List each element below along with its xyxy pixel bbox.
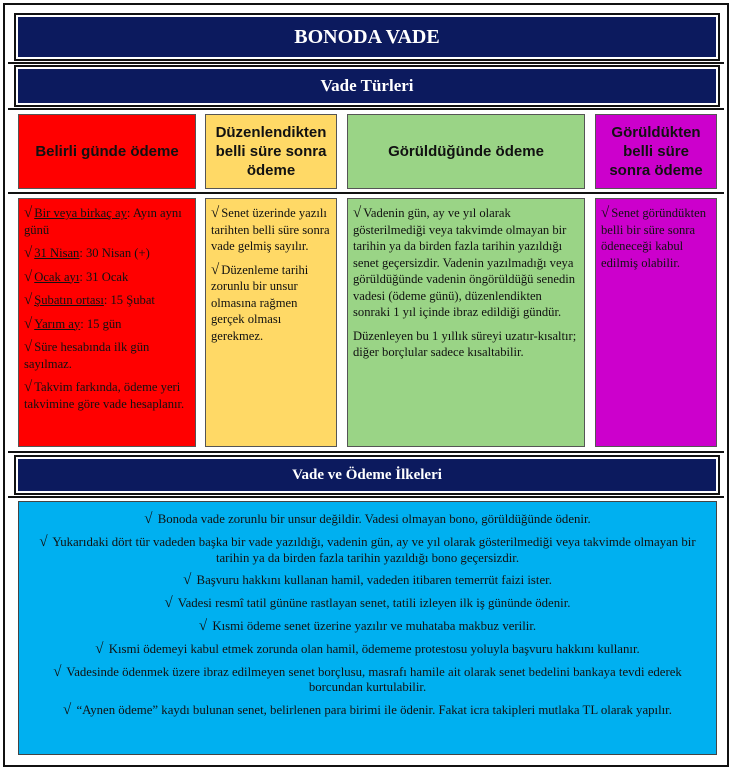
header-goruldukten: Görüldükten belli süre sonra ödeme	[595, 114, 717, 189]
list-item: √ Şubatın ortası: 15 Şubat	[24, 292, 155, 308]
list-item: √ Yukarıdaki dört tür vadeden başka bir vade yazıldığı, vadenin gün, ay ve yıl olarak gösterilmediği veya takvimde olmayan bir tarihin ya da birden fazla tarihin yazıldığı bono geçersizdir.	[39, 533, 696, 565]
box-duzenlendikten	[205, 198, 337, 447]
divider	[8, 62, 724, 64]
main-title: BONODA VADE	[16, 15, 718, 59]
check-icon: √	[24, 379, 33, 395]
check-icon: √	[24, 205, 33, 221]
list-item: √ 31 Nisan: 30 Nisan (+)	[24, 245, 150, 261]
list-item: √ Kısmi ödeme senet üzerine yazılır ve muhataba makbuz verilir.	[198, 617, 537, 634]
list-item: √ Yarım ay: 15 gün	[24, 315, 122, 332]
check-icon: √	[24, 268, 33, 285]
divider	[8, 451, 724, 453]
vade-turleri-heading: Vade Türleri	[16, 67, 718, 105]
list-item: √ “Aynen ödeme” kaydı bulunan senet, belirlenen para birimi ile ödenir. Fakat icra takipleri mutlaka TL olarak yapılır.	[63, 702, 672, 719]
check-icon: √	[164, 595, 173, 612]
box-goruldugunde	[347, 198, 585, 447]
list-item: √ Vadesinde ödenmek üzere ibraz edilmeyen senet borçlusu, masrafı hamile ait olarak senet bedelini bankaya tevdi ederek borcundan kurtulabilir.	[53, 663, 682, 695]
check-icon: √	[183, 572, 192, 589]
list-item: √ Vadenin gün, ay ve yıl olarak gösterilmediği veya takvimde olmayan bir tarihin ya da birden fazla tarihin yazıldığı senet geçersizdir. Vadenin yazılmadığı veya görüldüğünde vadenin öngörüldüğü senedin vadesi (ödeme günü), düzenlendikten sonraki 1 yıl içinde ibraz edildiği gündür.	[353, 205, 576, 319]
box-belirli-gunde	[18, 198, 196, 447]
divider	[8, 192, 724, 194]
list-item: √ Ocak ayı: 31 Ocak	[24, 268, 129, 285]
list-item: √ Vadesi resmî tatil gününe rastlayan senet, tatili izleyen ilk iş gününde ödenir.	[164, 595, 571, 612]
divider	[8, 496, 724, 498]
check-icon: √	[211, 261, 220, 278]
check-icon: √	[63, 702, 72, 719]
check-icon: √	[95, 640, 104, 657]
list-item: √ Senet göründükten belli bir süre sonra ödeneceği kabul edilmiş olabilir.	[601, 205, 707, 270]
box-goruldukten	[595, 198, 717, 447]
check-icon: √	[144, 511, 153, 527]
list-item: √ Başvuru hakkını kullanan hamil, vadeden itibaren temerrüt faizi ister.	[183, 572, 552, 589]
divider	[8, 108, 724, 110]
list-item: √ Takvim farkında, ödeme yeri takvimine göre vade hesaplanır.	[24, 379, 185, 411]
check-icon: √	[198, 617, 208, 634]
check-icon: √	[211, 205, 220, 221]
check-icon: √	[53, 663, 62, 680]
header-goruldugunde: Görüldüğünde ödeme	[347, 114, 585, 189]
check-icon: √	[24, 292, 33, 308]
check-icon: √	[24, 315, 33, 332]
check-icon: √	[24, 245, 33, 261]
check-icon: √	[39, 533, 48, 550]
principles-box	[18, 501, 717, 755]
check-icon: √	[601, 205, 610, 221]
list-item: √ Bonoda vade zorunlu bir unsur değildir. Vadesi olmayan bono, görüldüğünde ödenir.	[144, 511, 591, 527]
check-icon: √	[24, 339, 33, 355]
list-item: √ Senet üzerinde yazılı tarihten belli süre sonra vade gelmiş sayılır.	[211, 205, 330, 253]
vade-odeme-ilkeleri-heading: Vade ve Ödeme İlkeleri	[16, 457, 718, 493]
list-item: √ Bir veya birkaç ay: Ayın aynı günü	[24, 205, 182, 237]
header-belirli-gunde: Belirli günde ödeme	[18, 114, 196, 189]
list-item: √ Süre hesabında ilk gün sayılmaz.	[24, 339, 150, 371]
header-duzenlendikten: Düzenlendikten belli süre sonra ödeme	[205, 114, 337, 189]
list-item: √ Kısmi ödemeyi kabul etmek zorunda olan hamil, ödememe protestosu yoluyla başvuru hakkını kullanır.	[95, 640, 640, 657]
list-item: √ Düzenleme tarihi zorunlu bir unsur olmasına rağmen gerçek olması gerekmez.	[211, 261, 309, 343]
check-icon: √	[353, 205, 362, 221]
list-item: Düzenleyen bu 1 yıllık süreyi uzatır-kısaltır; diğer borçlular sadece kısaltabilir.	[353, 328, 577, 359]
